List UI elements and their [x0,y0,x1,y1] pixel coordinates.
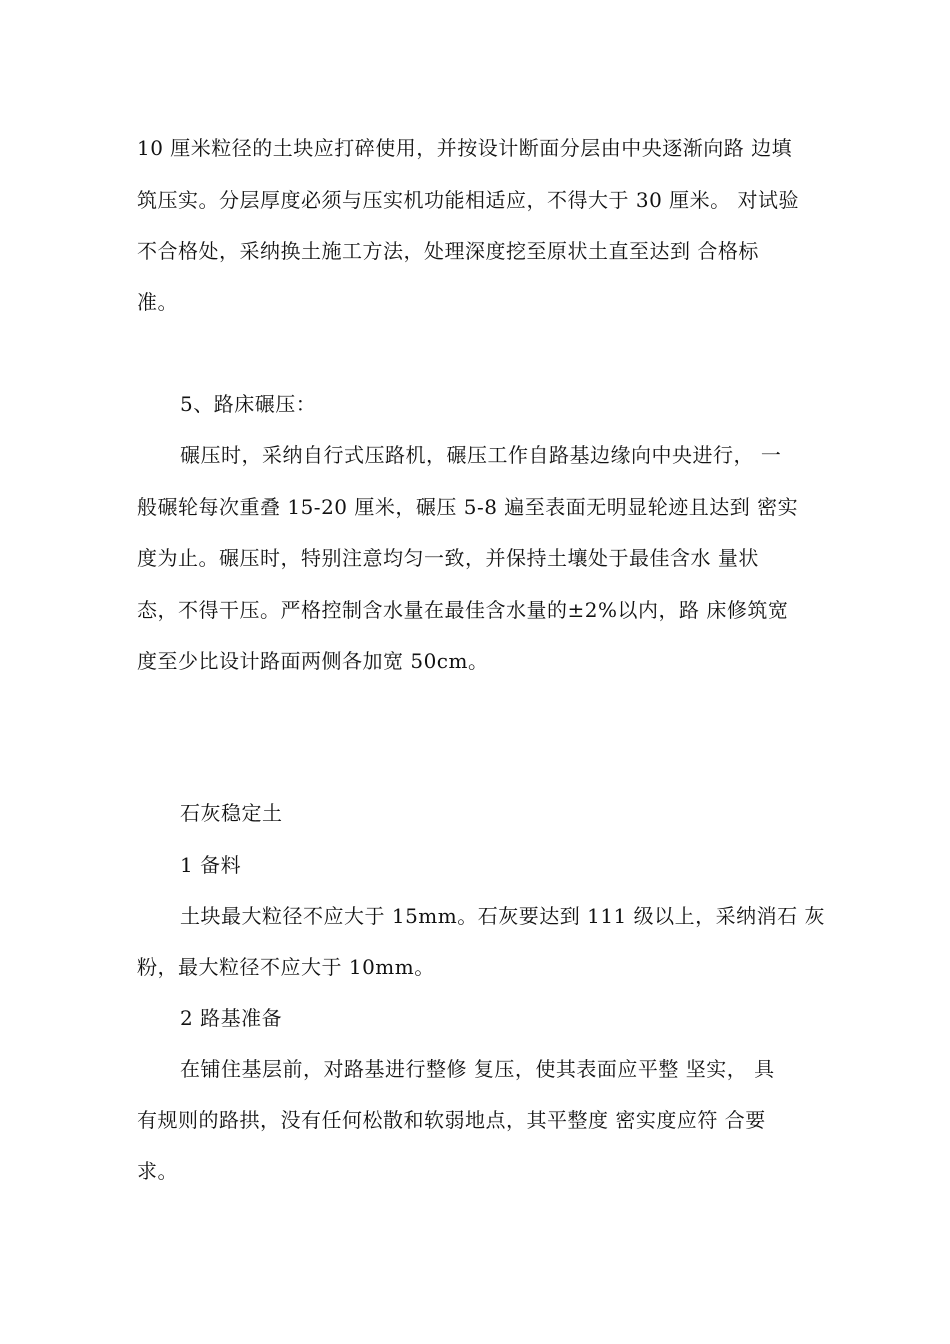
section-title-lime-stabilized-soil: 石灰稳定土 [180,801,283,825]
heading-roadbed-compaction: 5、路床碾压： [180,392,317,416]
paragraph-line: 碾压时，采纳自行式压路机，碾压工作自路基边缘向中央进行， 一 [180,443,782,467]
paragraph-line: 筑压实。分层厚度必须与压实机功能相适应，不得大于 30 厘米。 对试验 [137,188,800,212]
paragraph-line: 粉，最大粒径不应大于 10mm。 [137,955,435,979]
paragraph-line: 度至少比设计路面两侧各加宽 50cm。 [137,649,489,673]
paragraph-line: 有规则的路拱，没有任何松散和软弱地点，其平整度 密实度应符 合要 [137,1108,766,1132]
paragraph-line: 在铺住基层前，对路基进行整修 复压，使其表面应平整 坚实， 具 [180,1057,775,1081]
paragraph-line: 10 厘米粒径的土块应打碎使用，并按设计断面分层由中央逐渐向路 边填 [137,136,793,160]
paragraph-line: 准。 [137,290,178,314]
subsection-title-materials: 1 备料 [180,853,242,877]
subsection-title-roadbed-preparation: 2 路基准备 [180,1006,283,1030]
paragraph-line: 不合格处，采纳换土施工方法，处理深度挖至原状土直至达到 合格标 [137,239,759,263]
paragraph-line: 度为止。碾压时，特别注意均匀一致，并保持土壤处于最佳含水 量状 [137,546,759,570]
paragraph-line: 土块最大粒径不应大于 15mm。石灰要达到 111 级以上，采纳消石 灰 [180,904,825,928]
paragraph-line: 求。 [137,1159,178,1183]
paragraph-line: 般碾轮每次重叠 15-20 厘米，碾压 5-8 遍至表面无明显轮迹且达到 密实 [137,495,799,519]
paragraph-line: 态，不得干压。严格控制含水量在最佳含水量的±2%以内，路 床修筑宽 [137,598,789,622]
